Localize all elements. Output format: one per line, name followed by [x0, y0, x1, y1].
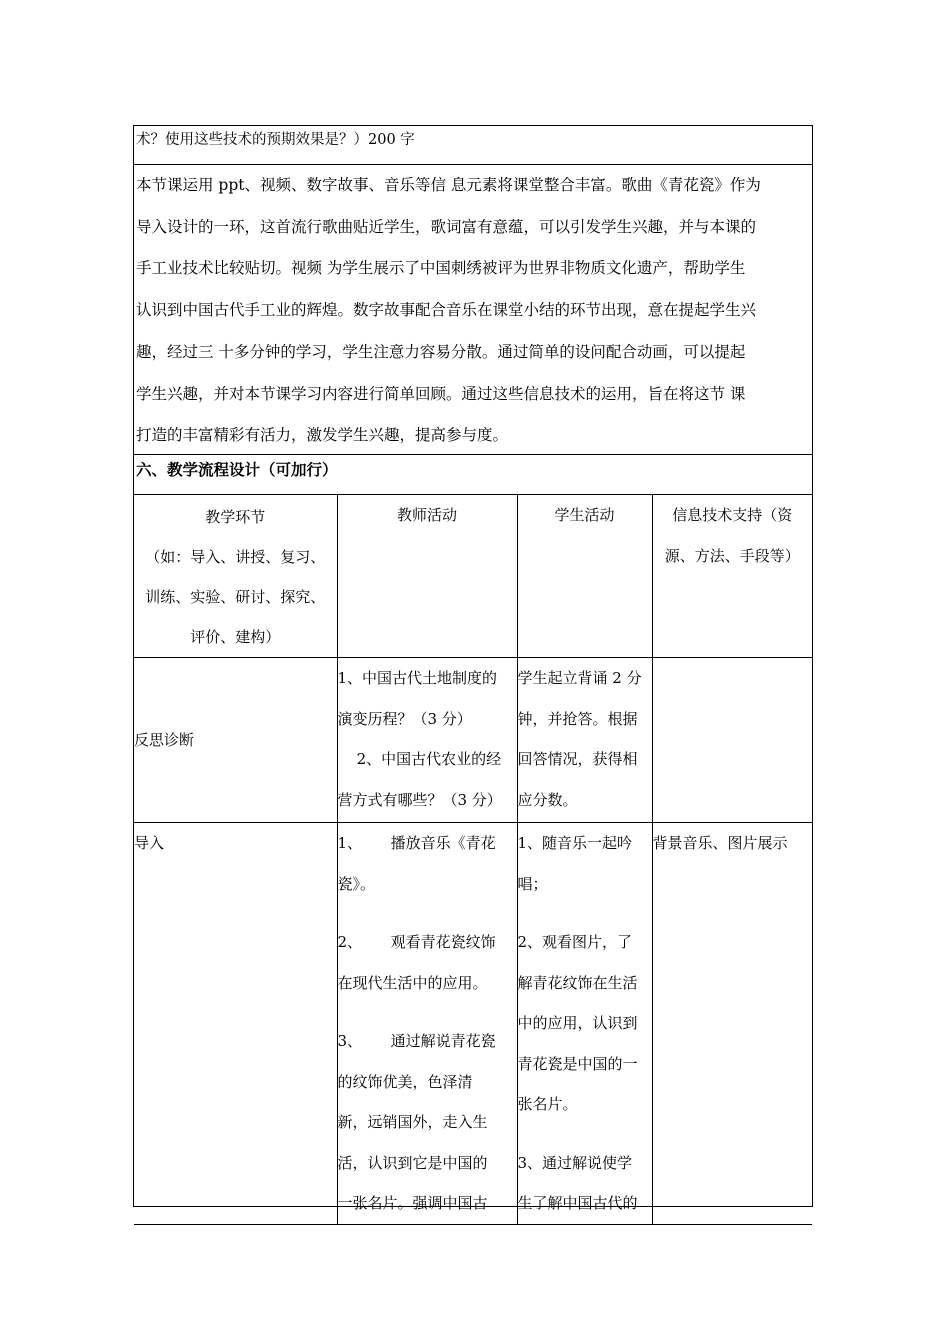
paragraph-line: 趣，经过三 十多分钟的学习，学生注意力容易分散。通过简单的设问配合动画，可以提起 [136, 342, 746, 361]
paragraph-line: 认识到中国古代手工业的辉煌。数字故事配合音乐在课堂小结的环节出现，意在提起学生兴 [136, 301, 757, 320]
header-student-activity: 学生活动 [517, 495, 652, 658]
paragraph-line: 本节课运用 ppt、视频、数字故事、音乐等信 息元素将课堂整合丰富。歌曲《青花瓷》作为 [136, 176, 761, 194]
teaching-flow-table [134, 495, 812, 1225]
student-activity-cell: 1、随音乐一起吟 唱； 2、观看图片，了 解青花纹饰在生活 中的应用，认识到 青花瓷是中国的一 张名片。 3、通过解说使学 生了解中国古代的 [517, 823, 652, 1225]
table-row [134, 823, 812, 1225]
header-it-support: 信息技术支持（资 源、方法、手段等） [652, 495, 812, 658]
stage-cell: 反思诊断 [134, 658, 337, 823]
section-six-title: 六、教学流程设计（可加行） [134, 455, 812, 495]
paragraph-line: 手工业技术比较贴切。视频 为学生展示了中国刺绣被评为世界非物质文化遗产，帮助学生 [136, 259, 746, 278]
teacher-activity-cell: 1、中国古代土地制度的 演变历程？（3 分） 2、中国古代农业的经 营方式有哪些？（3 分） [337, 658, 517, 823]
question-tail-row: 术？使用这些技术的预期效果是？）200 字 [134, 126, 812, 165]
it-support-cell: 背景音乐、图片展示 [652, 823, 812, 1225]
document-table-frame [133, 125, 813, 1212]
it-usage-paragraph [134, 165, 812, 455]
header-teaching-stage: 教学环节 （如：导入、讲授、复习、 训练、实验、研讨、探究、 评价、建构） [134, 495, 337, 658]
stage-cell: 导入 [134, 823, 337, 1225]
table-header-row [134, 495, 812, 658]
paragraph-line: 打造的丰富精彩有活力，激发学生兴趣，提高参与度。 [136, 426, 509, 445]
teacher-activity-cell: 1、 播放音乐《青花 瓷》。 2、 观看青花瓷纹饰 在现代生活中的应用。 3、 通过解说青花瓷 的纹饰优美，色泽清 新，远销国外，走入生 活，认识到它是中国的 一张名片。强调中国古 [337, 823, 517, 1225]
it-support-cell [652, 658, 812, 823]
student-activity-cell: 学生起立背诵 2 分 钟，并抢答。根据 回答情况，获得相 应分数。 [517, 658, 652, 823]
paragraph-line: 导入设计的一环，这首流行歌曲贴近学生，歌词富有意蕴，可以引发学生兴趣，并与本课的 [136, 217, 757, 236]
table-row [134, 658, 812, 823]
header-teacher-activity: 教师活动 [337, 495, 517, 658]
paragraph-line: 学生兴趣，并对本节课学习内容进行简单回顾。通过这些信息技术的运用，旨在将这节 课 [136, 384, 746, 403]
